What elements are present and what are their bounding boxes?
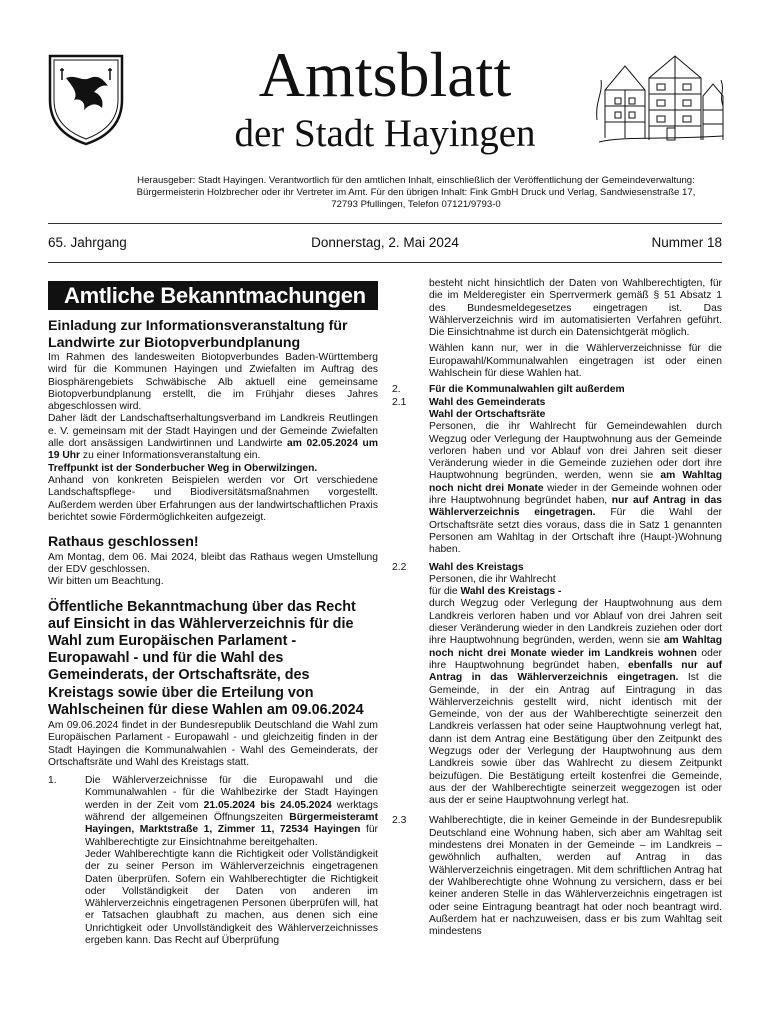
item-number: 2.1 (392, 396, 407, 408)
text-bold: Treffpunkt ist der Sonderbucher Weg in Oberwilzingen. (48, 462, 318, 474)
text: Personen, die ihr Wahlrecht (429, 573, 556, 585)
newspaper-title: Amtsblatt (258, 39, 512, 110)
issue-date: Donnerstag, 2. Mai 2024 (311, 235, 459, 250)
paragraph: Jeder Wahlberechtigte kann die Richtigkeit oder Vollständigkeit der zu seiner Person im Wählerverzeichnis eingetragenen Daten überprüfen. Sofern ein Wahlberechtigter die Richtigkeit oder Vollständigkeit der Daten von anderen im Wählerverzeichnis eingetragenen Personen überprüfen will, hat er Tatsachen glaubhaft zu machen, aus denen sich eine Unrichtigkeit oder Unvollständigkeit des Wählerverzeichnisses ergeben kann. Das Recht auf Überprüfung (85, 848, 378, 947)
section-banner: Amtliche Bekanntmachungen (48, 281, 378, 310)
text-bold: nur auf Antrag in das Wählerverzeichnis eingetragen. (429, 495, 722, 519)
text: zu einer Informationsveranstaltung ein. (80, 450, 261, 462)
text: Personen, die ihr Wahlrecht für Gemeindewahlen durch Wegzug oder Verlegung der Hauptwohnung aus der Gemeinde verloren haben und vor Ablauf von drei Jahren seit dieser Veränderung wieder in die Gemeinde zuziehen oder dort ihre Hauptwohnung begründen, werden, wenn sie (429, 421, 722, 482)
item-number: 1. (48, 775, 57, 787)
paragraph: Am Montag, dem 06. Mai 2024, bleibt das Rathaus wegen Umstellung der EDV geschlossen. (48, 551, 378, 575)
item-number: 2.2 (392, 561, 407, 573)
numbered-item (392, 815, 722, 938)
issue-number: Nummer 18 (651, 235, 722, 250)
paragraph: Wählen kann nur, wer in die Wählerverzeichnisse für die Europawahl/Kommunalwahlen eingetragen ist oder einen Wahlschein für diese Wahlen hat. (429, 343, 722, 380)
publisher-line: Herausgeber: Stadt Hayingen. Verantwortlich für den amtlichen Inhalt, einschließlich der Veröffentlichung der Gemeindeverwaltung: (137, 175, 695, 186)
town-illustration-icon (595, 50, 727, 150)
text: Ist die Gemeinde, in der ein Antrag auf Eintragung in das Wählerverzeichnis gestellt wird, nicht identisch mit der Gemeinde, von der aus der Wahlberechtigte seinerzeit den Landkreis verlassen hat oder seine Hauptwohnung verlegt hat, dann ist dem Antrag eine Bestätigung über den Zeitpunkt des Wegzugs oder der Verlegung der Hauptwohnung aus dem Landkreis sowie über das Wahlrecht zu diesem Zeitpunkt beizufügen. Die Bestätigung erteilt kostenfrei die Gemeinde, aus der der Wahlberechtigte seinerzeit weggezogen ist oder aus der er seine Hauptwohnung verlegt hat. (429, 672, 722, 807)
paragraph: besteht nicht hinsichtlich der Daten von Wahlberechtigten, für die im Melderegister ein Sperrvermerk gemäß § 51 Absatz 1 des Bundesmeldegesetzes eingetragen ist. Das Wählerverzeichnis wird im automatisierten Verfahren geführt. Die Einsichtnahme ist durch ein Datensichtgerät möglich. (429, 278, 722, 339)
paragraph (48, 413, 378, 462)
masthead (0, 0, 770, 230)
paragraph: Am 09.06.2024 findet in der Bundesrepublik Deutschland die Wahl zum Europäischen Parlament - Europawahl - und gleichzeitig finden in der Stadt Hayingen die Kommunalwahlen - Wahl des Gemeinderats, der Ortschaftsräte und Wahl des Kreistags statt. (48, 719, 378, 768)
article-title: Öffentliche Bekanntmachung über das Recht auf Einsicht in das Wählerverzeichnis für die Wahl zum Europäischen Parlament - Europawahl - und für die Wahl des Gemeinderats, der Ortschaftsräte, des Kreistags sowie über die Erteilung von Wahlscheinen für diese Wahlen am 09.06.2024 (48, 598, 364, 718)
item-text (85, 775, 378, 947)
divider (48, 223, 722, 224)
numbered-item (392, 384, 722, 396)
section-heading: Wahl des Kreistags (429, 561, 524, 573)
newspaper-subtitle: der Stadt Hayingen (234, 112, 536, 155)
item-number: 2.3 (392, 815, 407, 827)
text: für Wahlberechtigte zur Einsichtnahme bereitgehalten. (85, 824, 378, 848)
text: oder ihre Hauptwohnung begründet haben, (429, 647, 722, 671)
numbered-item (48, 775, 378, 947)
text: Daher lädt der Landschaftserhaltungsverband im Landkreis Reutlingen e. V. gemeinsam mit der Stadt Hayingen und der Gemeinde Zwiefalten alle dort ansässigen Landwirtinnen und Landwirte (48, 413, 378, 450)
text: Die Wählerverzeichnisse für die Europawahl und die Kommunalwahlen - für die Wahlbezirke der Stadt Hayingen werden in der Zeit vom (85, 775, 378, 811)
text: Für die Wahl der Ortschaftsräte setzt dies voraus, dass die in Satz 1 genannten Personen am Wahltag in der Ortschaft ihre (Haupt-)Wohnung haben. (429, 507, 722, 556)
publisher-info (120, 175, 712, 212)
publisher-line: Bürgermeisterin Holzbrecher oder ihr Vertreter im Amt. Für den übrigen Inhalt: Fink GmbH Druck und Verlag, Sandwiesenstraße 17, (136, 187, 696, 199)
text-bold: Wahl des Kreistags - (460, 586, 562, 598)
section-heading: Für die Kommunalwahlen gilt außerdem (429, 384, 625, 396)
text-bold: Bürgermeisteramt Hayingen, Marktstraße 1, Zimmer 11, 72534 Hayingen (85, 812, 378, 836)
text-bold: am 02.05.2024 um 19 Uhr (48, 438, 378, 462)
numbered-item (392, 562, 722, 808)
item-number: 2. (392, 384, 401, 396)
publisher-line: 72793 Pfullingen, Telefon 07121/9793-0 (331, 199, 501, 211)
paragraph: Im Rahmen des landesweiten Biotopverbundes Baden-Württemberg wird für die Kommunen Hayingen und Zwiefalten im Auftrag des Biosphärengebiets Schwäbische Alb aktuell eine gemeinsame Biotopverbundplanung erstellt, die im Frühjahr dieses Jahres abgeschlossen wird. (48, 352, 378, 413)
text-bold: 21.05.2024 bis 24.05.2024 (203, 799, 332, 811)
paragraph: Wir bitten um Beachtung. (48, 576, 164, 588)
section-heading: Wahl des Gemeinderats (429, 396, 546, 408)
text: werktags während der allgemeinen Öffnungszeiten (85, 799, 378, 824)
section-heading: Wahl der Ortschaftsräte (429, 408, 546, 420)
text: wieder in der Gemeinde wohnen oder ihre Hauptwohnung begründet haben, (429, 482, 722, 507)
numbered-item (392, 397, 722, 557)
article-title: Rathaus geschlossen! (48, 534, 199, 551)
article-title: Einladung zur Informationsveranstaltung für Landwirte zur Biotopverbundplanung (48, 318, 348, 351)
text-bold: am Wahltag noch nicht drei Monate wieder im Landkreis wohnen (429, 635, 722, 659)
paragraph-bold (48, 463, 378, 475)
divider (48, 262, 722, 263)
text: für die (429, 586, 461, 598)
paragraph: Anhand von konkreten Beispielen werden vor Ort verschiedene Landschaftspflege- und Biodiversitätsmaßnahmen vorgestellt. Außerdem werden über Erfahrungen aus der landwirtschaftlichen Praxis berichtet sowie Fördermöglichkeiten aufgezeigt. (48, 474, 378, 523)
issue-volume: 65. Jahrgang (48, 235, 127, 250)
text: durch Wegzug oder Verlegung der Hauptwohnung aus dem Landkreis verloren haben und vor Ablauf von drei Jahren seit dieser Veränderung wieder in den Landkreis zuziehen oder dort ihre Hauptwohnung begründen, werden, wenn sie (429, 598, 722, 647)
text-bold: am Wahltag noch nicht drei Monate (429, 470, 722, 494)
left-column (48, 281, 378, 947)
right-column (392, 278, 722, 938)
text-bold: ebenfalls nur auf Antrag in das Wählerverzeichnis eingetragen. (429, 659, 723, 684)
paragraph: Wahlberechtigte, die in keiner Gemeinde in der Bundesrepublik Deutschland eine Wohnung haben, sich aber am Wahltag seit mindestens drei Monaten in der Gemeinde – im Landkreis – gewöhnlich aufhalten, werden auf Antrag in das Wählerverzeichnis eingetragen. Mit dem schriftlichen Antrag hat der Wahlberechtigte ohne Wohnung zu versichern, dass er bei keiner anderen Stelle in das Wählerverzeichnis eingetragen ist oder seine Eintragung beantragt hat oder noch beantragt wird. Außerdem hat er nachzuweisen, dass er bis zum Wahltag seit mindestens (429, 815, 722, 938)
